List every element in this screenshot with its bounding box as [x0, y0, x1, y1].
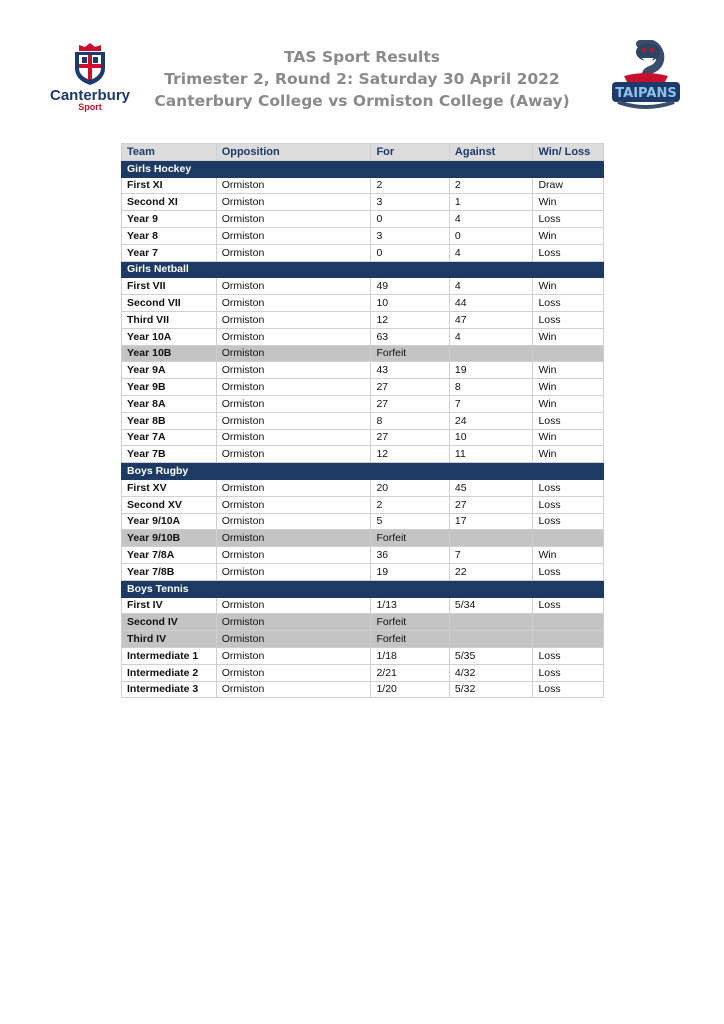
team-cell: Year 9A	[122, 362, 217, 379]
opposition-cell: Ormiston	[216, 362, 371, 379]
for-cell: 19	[371, 563, 449, 580]
table-row	[122, 345, 604, 362]
team-cell: Year 7	[122, 244, 217, 261]
for-cell: 27	[371, 379, 449, 396]
result-cell	[533, 614, 604, 631]
team-cell: First VII	[122, 278, 217, 295]
table-row	[122, 194, 604, 211]
against-cell: 1	[449, 194, 533, 211]
opposition-cell: Ormiston	[216, 563, 371, 580]
school-crest-icon	[71, 42, 109, 86]
for-cell: 49	[371, 278, 449, 295]
opposition-cell: Ormiston	[216, 429, 371, 446]
opposition-cell: Ormiston	[216, 479, 371, 496]
column-header-against: Against	[449, 144, 533, 161]
opposition-cell: Ormiston	[216, 446, 371, 463]
section-title: Boys Tennis	[122, 580, 604, 597]
opposition-cell: Ormiston	[216, 664, 371, 681]
brand-name: Canterbury	[49, 87, 131, 104]
against-cell: 2	[449, 177, 533, 194]
for-cell: 63	[371, 328, 449, 345]
for-cell: 2	[371, 177, 449, 194]
table-row	[122, 244, 604, 261]
heading-line-3: Canterbury College vs Ormiston College (Away)	[154, 92, 570, 110]
opposition-cell: Ormiston	[216, 328, 371, 345]
table-row	[122, 211, 604, 228]
brand-sub: Sport	[78, 102, 102, 112]
team-cell: Year 9/10B	[122, 530, 217, 547]
section-header-row	[122, 580, 604, 597]
for-cell: 1/13	[371, 597, 449, 614]
opposition-cell: Ormiston	[216, 211, 371, 228]
result-cell: Win	[533, 278, 604, 295]
for-cell: 0	[371, 211, 449, 228]
column-header-opposition: Opposition	[216, 144, 371, 161]
opposition-cell: Ormiston	[216, 311, 371, 328]
table-row	[122, 597, 604, 614]
opposition-cell: Ormiston	[216, 530, 371, 547]
for-cell: 43	[371, 362, 449, 379]
against-cell: 4	[449, 211, 533, 228]
opposition-cell: Ormiston	[216, 614, 371, 631]
table-row	[122, 328, 604, 345]
team-cell: Year 9B	[122, 379, 217, 396]
team-cell: Year 9/10A	[122, 513, 217, 530]
result-cell: Win	[533, 328, 604, 345]
heading-line-2: Trimester 2, Round 2: Saturday 30 April 2022	[164, 70, 560, 88]
against-cell: 44	[449, 295, 533, 312]
team-cell: Year 10A	[122, 328, 217, 345]
for-cell: 2/21	[371, 664, 449, 681]
result-cell: Loss	[533, 244, 604, 261]
opposition-cell: Ormiston	[216, 379, 371, 396]
result-cell: Win	[533, 429, 604, 446]
result-cell: Loss	[533, 647, 604, 664]
team-cell: Second XV	[122, 496, 217, 513]
table-row	[122, 563, 604, 580]
against-cell: 4/32	[449, 664, 533, 681]
against-cell: 17	[449, 513, 533, 530]
opposition-cell: Ormiston	[216, 227, 371, 244]
result-cell: Loss	[533, 563, 604, 580]
team-cell: Year 7/8A	[122, 547, 217, 564]
section-title: Girls Netball	[122, 261, 604, 278]
against-cell: 4	[449, 244, 533, 261]
result-cell: Win	[533, 362, 604, 379]
team-cell: Intermediate 2	[122, 664, 217, 681]
section-title: Girls Hockey	[122, 160, 604, 177]
result-cell: Loss	[533, 311, 604, 328]
for-cell: 1/20	[371, 681, 449, 698]
table-row	[122, 513, 604, 530]
table-row	[122, 479, 604, 496]
result-cell	[533, 530, 604, 547]
opposition-cell: Ormiston	[216, 496, 371, 513]
for-cell: 2	[371, 496, 449, 513]
column-header-for: For	[371, 144, 449, 161]
against-cell	[449, 345, 533, 362]
opposition-cell: Ormiston	[216, 295, 371, 312]
opposition-cell: Ormiston	[216, 194, 371, 211]
table-row	[122, 547, 604, 564]
for-cell: 27	[371, 429, 449, 446]
team-cell: Year 7A	[122, 429, 217, 446]
against-cell: 5/34	[449, 597, 533, 614]
team-cell: First XV	[122, 479, 217, 496]
against-cell: 24	[449, 412, 533, 429]
team-cell: Intermediate 1	[122, 647, 217, 664]
opposition-cell: Ormiston	[216, 513, 371, 530]
canterbury-sport-logo	[40, 42, 140, 114]
result-cell	[533, 631, 604, 648]
team-cell: Year 9	[122, 211, 217, 228]
result-cell: Win	[533, 547, 604, 564]
result-cell: Loss	[533, 513, 604, 530]
table-row	[122, 412, 604, 429]
opposition-cell: Ormiston	[216, 395, 371, 412]
taipans-wordmark: TAIPANS	[615, 86, 677, 101]
against-cell: 27	[449, 496, 533, 513]
for-cell: 5	[371, 513, 449, 530]
table-row	[122, 379, 604, 396]
against-cell: 7	[449, 547, 533, 564]
section-title: Boys Rugby	[122, 463, 604, 480]
table-row	[122, 362, 604, 379]
team-cell: First IV	[122, 597, 217, 614]
table-row	[122, 681, 604, 698]
against-cell: 0	[449, 227, 533, 244]
team-cell: Year 8	[122, 227, 217, 244]
team-cell: Second XI	[122, 194, 217, 211]
for-cell: 10	[371, 295, 449, 312]
heading-line-1: TAS Sport Results	[284, 48, 440, 66]
against-cell: 5/35	[449, 647, 533, 664]
result-cell: Win	[533, 446, 604, 463]
section-header-row	[122, 261, 604, 278]
against-cell	[449, 631, 533, 648]
for-cell: 27	[371, 395, 449, 412]
opposition-cell: Ormiston	[216, 647, 371, 664]
for-cell: 3	[371, 227, 449, 244]
result-cell: Win	[533, 379, 604, 396]
result-cell: Loss	[533, 295, 604, 312]
result-cell: Win	[533, 395, 604, 412]
for-cell: Forfeit	[371, 614, 449, 631]
result-cell: Win	[533, 194, 604, 211]
team-cell: Second IV	[122, 614, 217, 631]
against-cell: 22	[449, 563, 533, 580]
against-cell	[449, 530, 533, 547]
team-cell: Third IV	[122, 631, 217, 648]
against-cell: 47	[449, 311, 533, 328]
against-cell: 7	[449, 395, 533, 412]
section-header-row	[122, 160, 604, 177]
opposition-cell: Ormiston	[216, 547, 371, 564]
for-cell: 20	[371, 479, 449, 496]
column-header-team: Team	[122, 144, 217, 161]
result-cell: Loss	[533, 597, 604, 614]
result-cell: Loss	[533, 211, 604, 228]
result-cell: Loss	[533, 664, 604, 681]
result-cell: Win	[533, 227, 604, 244]
result-cell: Draw	[533, 177, 604, 194]
result-cell	[533, 345, 604, 362]
table-row	[122, 647, 604, 664]
for-cell: 12	[371, 446, 449, 463]
table-row	[122, 429, 604, 446]
table-row	[122, 664, 604, 681]
team-cell: Second VII	[122, 295, 217, 312]
section-header-row	[122, 463, 604, 480]
for-cell: 36	[371, 547, 449, 564]
team-cell: Year 7/8B	[122, 563, 217, 580]
opposition-cell: Ormiston	[216, 244, 371, 261]
result-cell: Loss	[533, 681, 604, 698]
team-cell: Year 8B	[122, 412, 217, 429]
team-cell: Year 10B	[122, 345, 217, 362]
result-cell: Loss	[533, 496, 604, 513]
table-row	[122, 530, 604, 547]
opposition-cell: Ormiston	[216, 278, 371, 295]
team-cell: Year 8A	[122, 395, 217, 412]
opposition-cell: Ormiston	[216, 177, 371, 194]
team-cell: Intermediate 3	[122, 681, 217, 698]
for-cell: 8	[371, 412, 449, 429]
for-cell: Forfeit	[371, 530, 449, 547]
for-cell: 1/18	[371, 647, 449, 664]
table-row	[122, 446, 604, 463]
for-cell: 3	[371, 194, 449, 211]
against-cell	[449, 614, 533, 631]
table-row	[122, 395, 604, 412]
against-cell: 11	[449, 446, 533, 463]
for-cell: Forfeit	[371, 631, 449, 648]
table-header-row	[122, 144, 604, 161]
table-row	[122, 311, 604, 328]
column-header-result: Win/ Loss	[533, 144, 604, 161]
against-cell: 45	[449, 479, 533, 496]
results-body	[122, 160, 604, 698]
table-row	[122, 177, 604, 194]
opposition-cell: Ormiston	[216, 681, 371, 698]
result-cell: Loss	[533, 412, 604, 429]
opposition-cell: Ormiston	[216, 597, 371, 614]
results-table	[121, 143, 604, 698]
for-cell: 12	[371, 311, 449, 328]
taipans-logo	[604, 40, 688, 112]
team-cell: Year 7B	[122, 446, 217, 463]
team-cell: First XI	[122, 177, 217, 194]
taipans-snake-logo-icon	[604, 40, 688, 112]
against-cell: 4	[449, 278, 533, 295]
opposition-cell: Ormiston	[216, 345, 371, 362]
against-cell: 4	[449, 328, 533, 345]
result-cell: Loss	[533, 479, 604, 496]
against-cell: 19	[449, 362, 533, 379]
table-row	[122, 278, 604, 295]
for-cell: 0	[371, 244, 449, 261]
for-cell: Forfeit	[371, 345, 449, 362]
opposition-cell: Ormiston	[216, 631, 371, 648]
table-row	[122, 295, 604, 312]
against-cell: 5/32	[449, 681, 533, 698]
team-cell: Third VII	[122, 311, 217, 328]
table-row	[122, 614, 604, 631]
against-cell: 8	[449, 379, 533, 396]
table-row	[122, 631, 604, 648]
table-row	[122, 496, 604, 513]
page-heading	[150, 46, 574, 112]
against-cell: 10	[449, 429, 533, 446]
opposition-cell: Ormiston	[216, 412, 371, 429]
table-row	[122, 227, 604, 244]
